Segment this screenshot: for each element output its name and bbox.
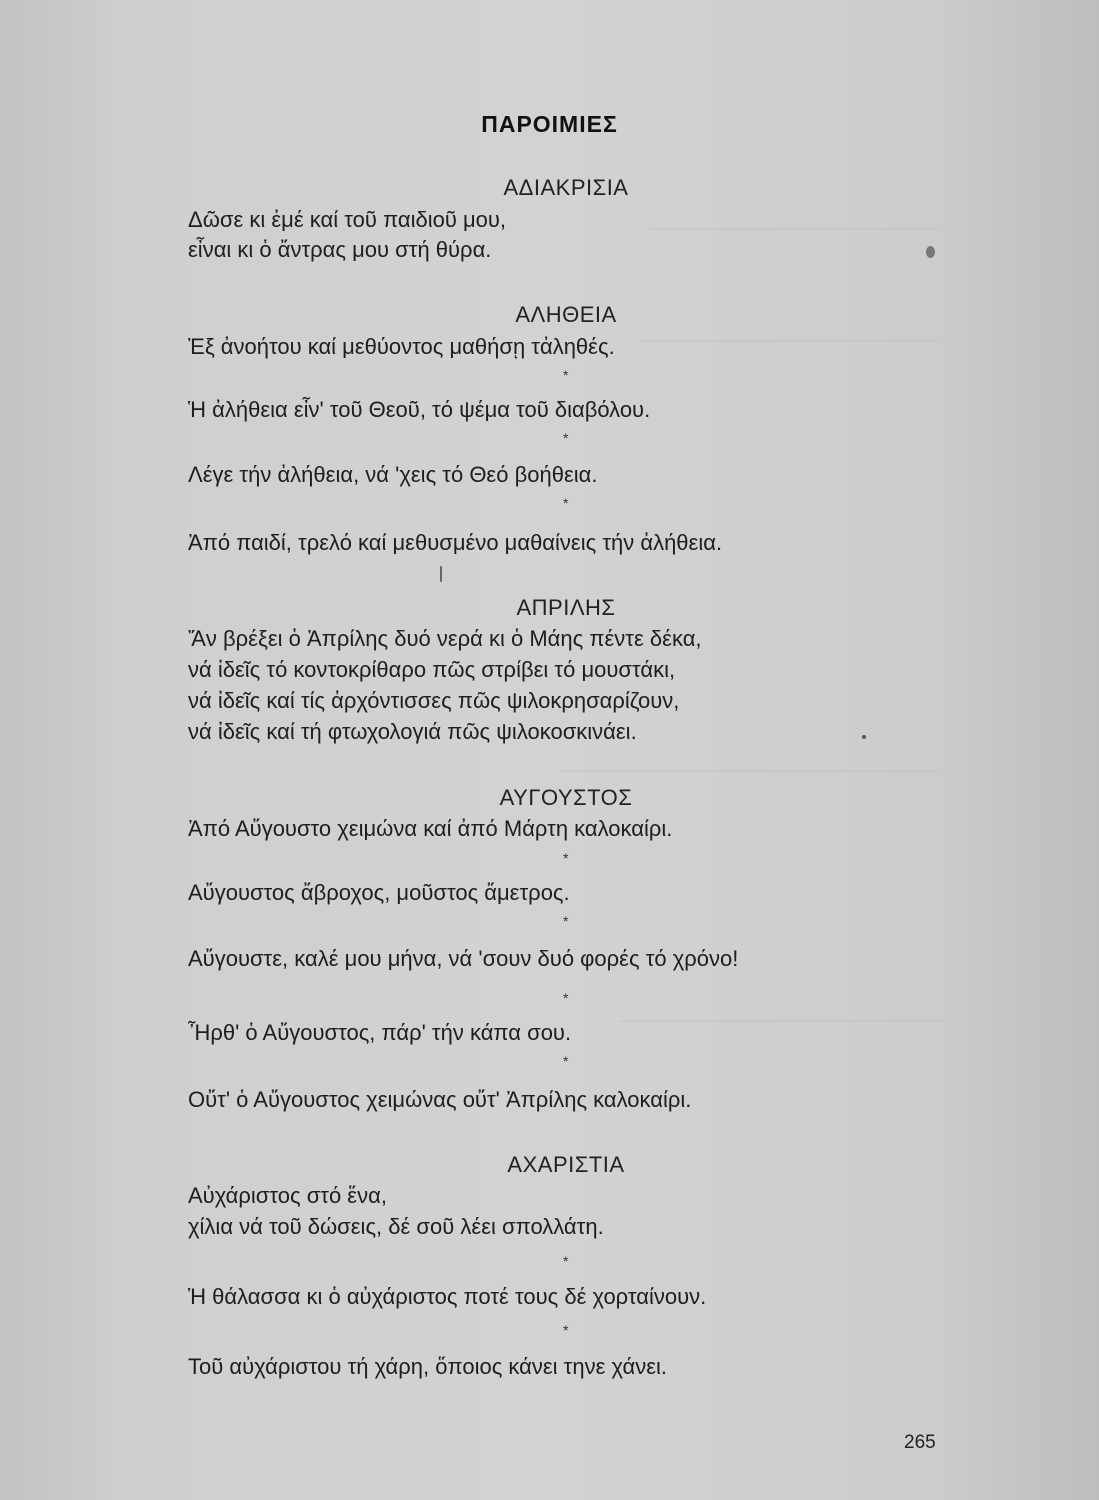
section-heading: ΑΛΗΘΕΙΑ [515,302,617,327]
section-heading: ΑΠΡΙΛΗΣ [516,595,616,620]
section-heading: ΑΧΑΡΙΣΤΙΑ [507,1152,625,1177]
separator-star: * [563,1253,569,1269]
separator-star: * [563,850,569,866]
page-title: ΠΑΡΟΙΜΙΕΣ [481,111,618,137]
ink-speck [440,566,442,582]
proverb-line: νά ἰδεῖς καί τίς ἀρχόντισσες πῶς ψιλοκρησαρίζουν, [188,688,680,713]
proverb-line: χίλια νά τοῦ δώσεις, δέ σοῦ λέει σπολλάτη. [188,1214,604,1239]
separator-star: * [563,430,569,446]
proverb-line: Ἄν βρέξει ὁ Ἀπρίλης δυό νερά κι ὁ Μάης πέντε δέκα, [188,626,702,651]
section-heading: ΑΔΙΑΚΡΙΣΙΑ [503,175,629,200]
separator-star: * [563,1053,569,1069]
section-heading: ΑΥΓΟΥΣΤΟΣ [499,785,633,810]
proverb-line: νά ἰδεῖς τό κοντοκρίθαρο πῶς στρίβει τό μουστάκι, [188,657,676,682]
separator-star: * [563,1322,569,1338]
proverb-line: Ἡ ἀλήθεια εἶν' τοῦ Θεοῦ, τό ψέμα τοῦ διαβόλου. [188,397,651,422]
proverb-line: Ἀπό παιδί, τρελό καί μεθυσμένο μαθαίνεις τήν ἀλήθεια. [188,530,723,555]
proverb-line: Ἐξ ἀνοήτου καί μεθύοντος μαθήσῃ τἀληθές. [188,334,615,359]
proverb-line: Αὔγουστε, καλέ μου μήνα, νά 'σουν δυό φορές τό χρόνο! [188,946,739,971]
separator-star: * [563,913,569,929]
separator-star: * [563,495,569,511]
proverb-line: Ἡ θάλασσα κι ὁ αὐχάριστος ποτέ τους δέ χορταίνουν. [188,1284,707,1309]
proverb-line: Ἦρθ' ὁ Αὔγουστος, πάρ' τήν κάπα σου. [188,1020,572,1045]
page-number: 265 [904,1432,936,1453]
proverb-line: νά ἰδεῖς καί τή φτωχολογιά πῶς ψιλοκοσκινάει. [188,719,637,744]
ink-speck [862,735,866,739]
separator-star: * [563,367,569,383]
bleed-through [650,228,940,230]
bleed-through [560,770,940,772]
proverb-line: Τοῦ αὐχάριστου τή χάρη, ὅποιος κάνει τηνε χάνει. [188,1354,668,1379]
proverb-line: Αὐχάριστος στό ἕνα, [188,1183,387,1208]
bleed-through [640,340,940,342]
proverb-line: Αὔγουστος ἄβροχος, μοῦστος ἄμετρος. [188,880,570,905]
separator-star: * [563,990,569,1006]
proverb-line: Δῶσε κι ἐμέ καί τοῦ παιδιοῦ μου, [188,207,507,232]
bleed-through [620,1020,950,1022]
proverb-line: Ἀπό Αὔγουστο χειμώνα καί ἀπό Μάρτη καλοκαίρι. [188,816,673,841]
proverb-line: εἶναι κι ὁ ἄντρας μου στή θύρα. [188,237,492,262]
proverb-line: Οὔτ' ὁ Αὔγουστος χειμώνας οὔτ' Ἀπρίλης καλοκαίρι. [188,1087,692,1112]
ink-speck [926,246,935,258]
proverb-line: Λέγε τήν ἀλήθεια, νά 'χεις τό Θεό βοήθεια. [188,462,598,487]
